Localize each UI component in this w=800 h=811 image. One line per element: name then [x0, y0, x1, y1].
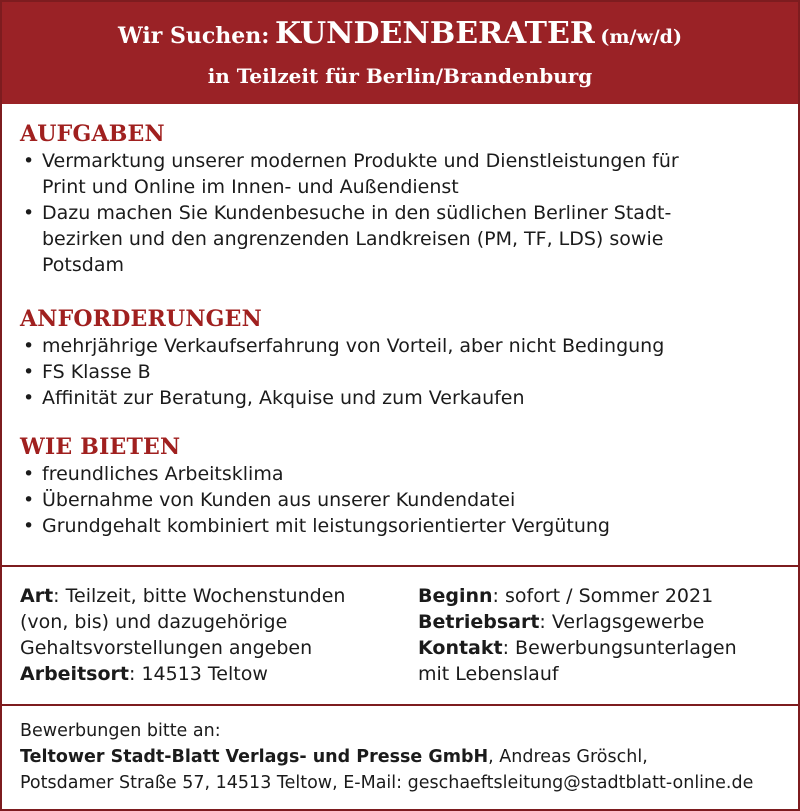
detail-value: Bewerbungsunterlagen: [515, 637, 737, 659]
section-title-anforderungen: ANFORDERUNGEN: [20, 306, 262, 332]
contact-intro: Bewerbungen bitte an:: [20, 721, 221, 741]
details-left: [20, 583, 400, 687]
header-subtitle: in Teilzeit für Berlin/Brandenburg: [207, 64, 593, 88]
detail-label: Art: [20, 585, 54, 607]
header-intro: Wir Suchen:: [118, 23, 270, 49]
detail-label: Arbeitsort: [20, 663, 129, 685]
detail-kontakt-line: mit Lebenslauf: [418, 663, 559, 685]
list-wie-bieten: [20, 461, 788, 539]
detail-label: Kontakt: [418, 637, 503, 659]
list-item-text: freundliches Arbeitsklima: [42, 463, 284, 485]
header-title: [2, 16, 798, 51]
company-name: Teltower Stadt-Blatt Verlags- und Presse GmbH: [20, 747, 489, 767]
list-item: [20, 513, 788, 539]
list-item: [20, 200, 788, 278]
list-item: [20, 487, 788, 513]
bullet-icon: •: [23, 387, 35, 409]
list-item: [20, 333, 788, 359]
detail-art-line: (von, bis) und dazugehörige: [20, 611, 288, 633]
list-aufgaben: [20, 148, 788, 278]
contact-person: , Andreas Gröschl,: [488, 747, 648, 767]
detail-betriebsart: Betriebsart: Verlagsgewerbe: [418, 611, 705, 633]
list-anforderungen: [20, 333, 788, 411]
list-item-text: Potsdam: [42, 254, 124, 276]
bullet-icon: •: [23, 489, 35, 511]
list-item-text: Übernahme von Kunden aus unserer Kundendatei: [42, 489, 516, 511]
contact-address: Potsdamer Straße 57, 14513 Teltow, E-Mail: geschaeftsleitung@stadtblatt-online.de: [20, 773, 754, 793]
detail-art: Art: Teilzeit, bitte Wochenstunden: [20, 585, 346, 607]
section-title-aufgaben: AUFGABEN: [20, 121, 165, 147]
detail-kontakt: Kontakt: Bewerbungsunterlagen: [418, 637, 737, 659]
list-item-text: Print und Online im Innen- und Außendienst: [42, 176, 459, 198]
bullet-icon: •: [23, 361, 35, 383]
list-item-text: Dazu machen Sie Kundenbesuche in den südlichen Berliner Stadt-: [42, 202, 672, 224]
list-item: [20, 148, 788, 200]
divider: [2, 565, 798, 567]
bullet-icon: •: [23, 463, 35, 485]
list-item: [20, 461, 788, 487]
detail-label: Betriebsart: [418, 611, 540, 633]
position-title: KUNDENBERATER: [274, 16, 595, 51]
section-aufgaben: [20, 120, 788, 278]
list-item-text: Affinität zur Beratung, Akquise und zum Verkaufen: [42, 387, 525, 409]
list-item-text: Grundgehalt kombiniert mit leistungsorientierter Vergütung: [42, 515, 610, 537]
bullet-icon: •: [23, 202, 35, 224]
detail-value: 14513 Teltow: [141, 663, 268, 685]
gender-note: (m/w/d): [600, 26, 682, 48]
detail-beginn: Beginn: sofort / Sommer 2021: [418, 585, 714, 607]
detail-value: Teilzeit, bitte Wochenstunden: [65, 585, 346, 607]
detail-value: Verlagsgewerbe: [551, 611, 705, 633]
contact-company-line: [20, 744, 790, 770]
detail-art-line: Gehaltsvorstellungen angeben: [20, 637, 313, 659]
list-item: [20, 359, 788, 385]
section-anforderungen: [20, 305, 788, 411]
section-wie-bieten: [20, 433, 788, 539]
list-item-text: Vermarktung unserer modernen Produkte und Dienstleistungen für: [42, 150, 679, 172]
list-item: [20, 385, 788, 411]
contact-block: [20, 718, 790, 796]
bullet-icon: •: [23, 335, 35, 357]
ad-header: [2, 2, 798, 104]
detail-arbeitsort: Arbeitsort: 14513 Teltow: [20, 663, 268, 685]
list-item-text: mehrjährige Verkaufserfahrung von Vorteil, aber nicht Bedingung: [42, 335, 665, 357]
bullet-icon: •: [23, 515, 35, 537]
list-item-text: FS Klasse B: [42, 361, 151, 383]
detail-label: Beginn: [418, 585, 493, 607]
detail-value: sofort / Sommer 2021: [505, 585, 714, 607]
bullet-icon: •: [23, 150, 35, 172]
section-title-wie-bieten: WIE BIETEN: [20, 434, 181, 460]
divider: [2, 704, 798, 706]
details-right: [418, 583, 788, 687]
list-item-text: bezirken und den angrenzenden Landkreisen (PM, TF, LDS) sowie: [42, 228, 664, 250]
